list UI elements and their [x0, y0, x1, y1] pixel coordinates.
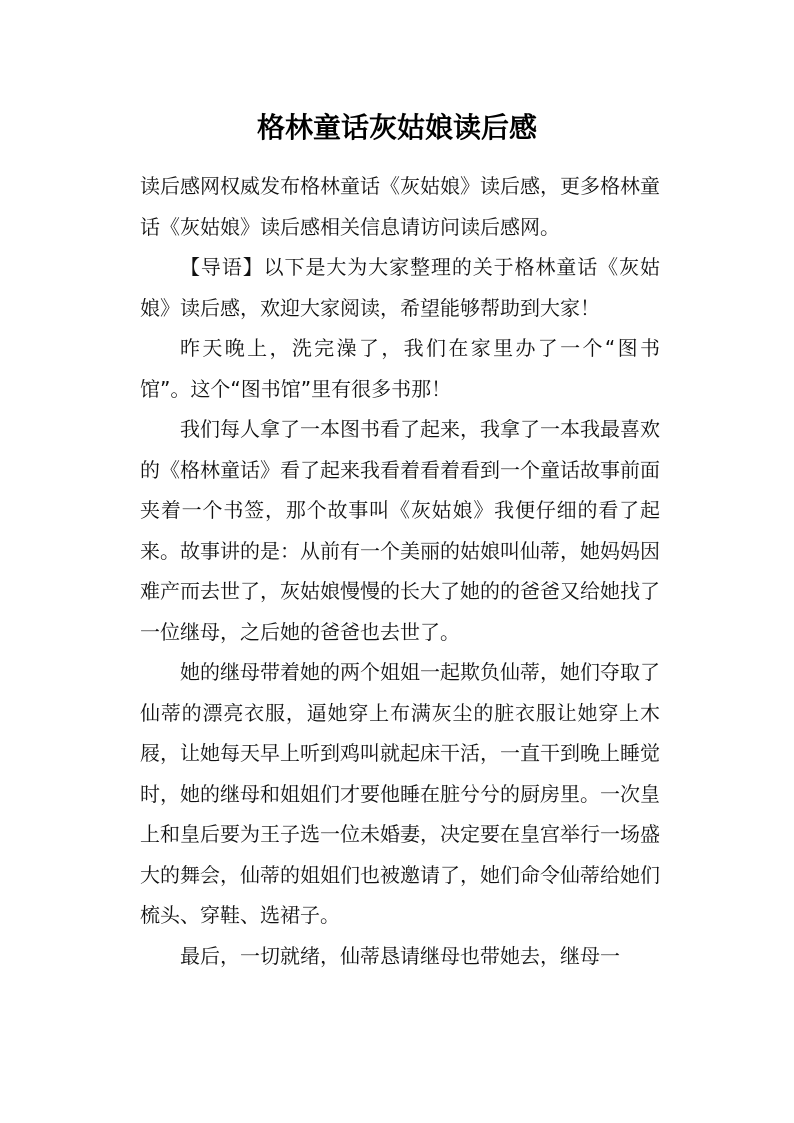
paragraph: 她的继母带着她的两个姐姐一起欺负仙蒂，她们夺取了仙蒂的漂亮衣服，逼她穿上布满灰尘的脏衣服让她穿上木屐，让她每天早上听到鸡叫就起床干活，一直干到晚上睡觉时，她的继母和姐姐们才要他睡在脏兮兮的厨房里。一次皇上和皇后要为王子选一位未婚妻，决定要在皇宫举行一场盛大的舞会，仙蒂的姐姐们也被邀请了，她们命令仙蒂给她们梳头、穿鞋、选裙子。: [140, 660, 660, 927]
document-title: 格林童话灰姑娘读后感: [256, 111, 537, 144]
paragraph: 最后，一切就绪，仙蒂恳请继母也带她去，继母一: [180, 943, 620, 968]
paragraph: 我们每人拿了一本图书看了起来，我拿了一本我最喜欢的《格林童话》看了起来我看着看着看到一个童话故事前面夹着一个书签，那个故事叫《灰姑娘》我便仔细的看了起来。故事讲的是：从前有一个美丽的姑娘叫仙蒂，她妈妈因难产而去世了，灰姑娘慢慢的长大了她的的爸爸又给她找了一位继母，之后她的爸爸也去世了。: [140, 417, 660, 644]
document-body: [140, 166, 660, 976]
paragraph: 昨天晚上，洗完澡了，我们在家里办了一个“图书馆”。这个“图书馆”里有很多书那！: [140, 336, 660, 401]
paragraph: 读后感网权威发布格林童话《灰姑娘》读后感，更多格林童话《灰姑娘》读后感相关信息请访问读后感网。: [140, 174, 660, 239]
paragraph: 【导语】以下是大为大家整理的关于格林童话《灰姑娘》读后感，欢迎大家阅读，希望能够帮助到大家！: [140, 255, 660, 320]
